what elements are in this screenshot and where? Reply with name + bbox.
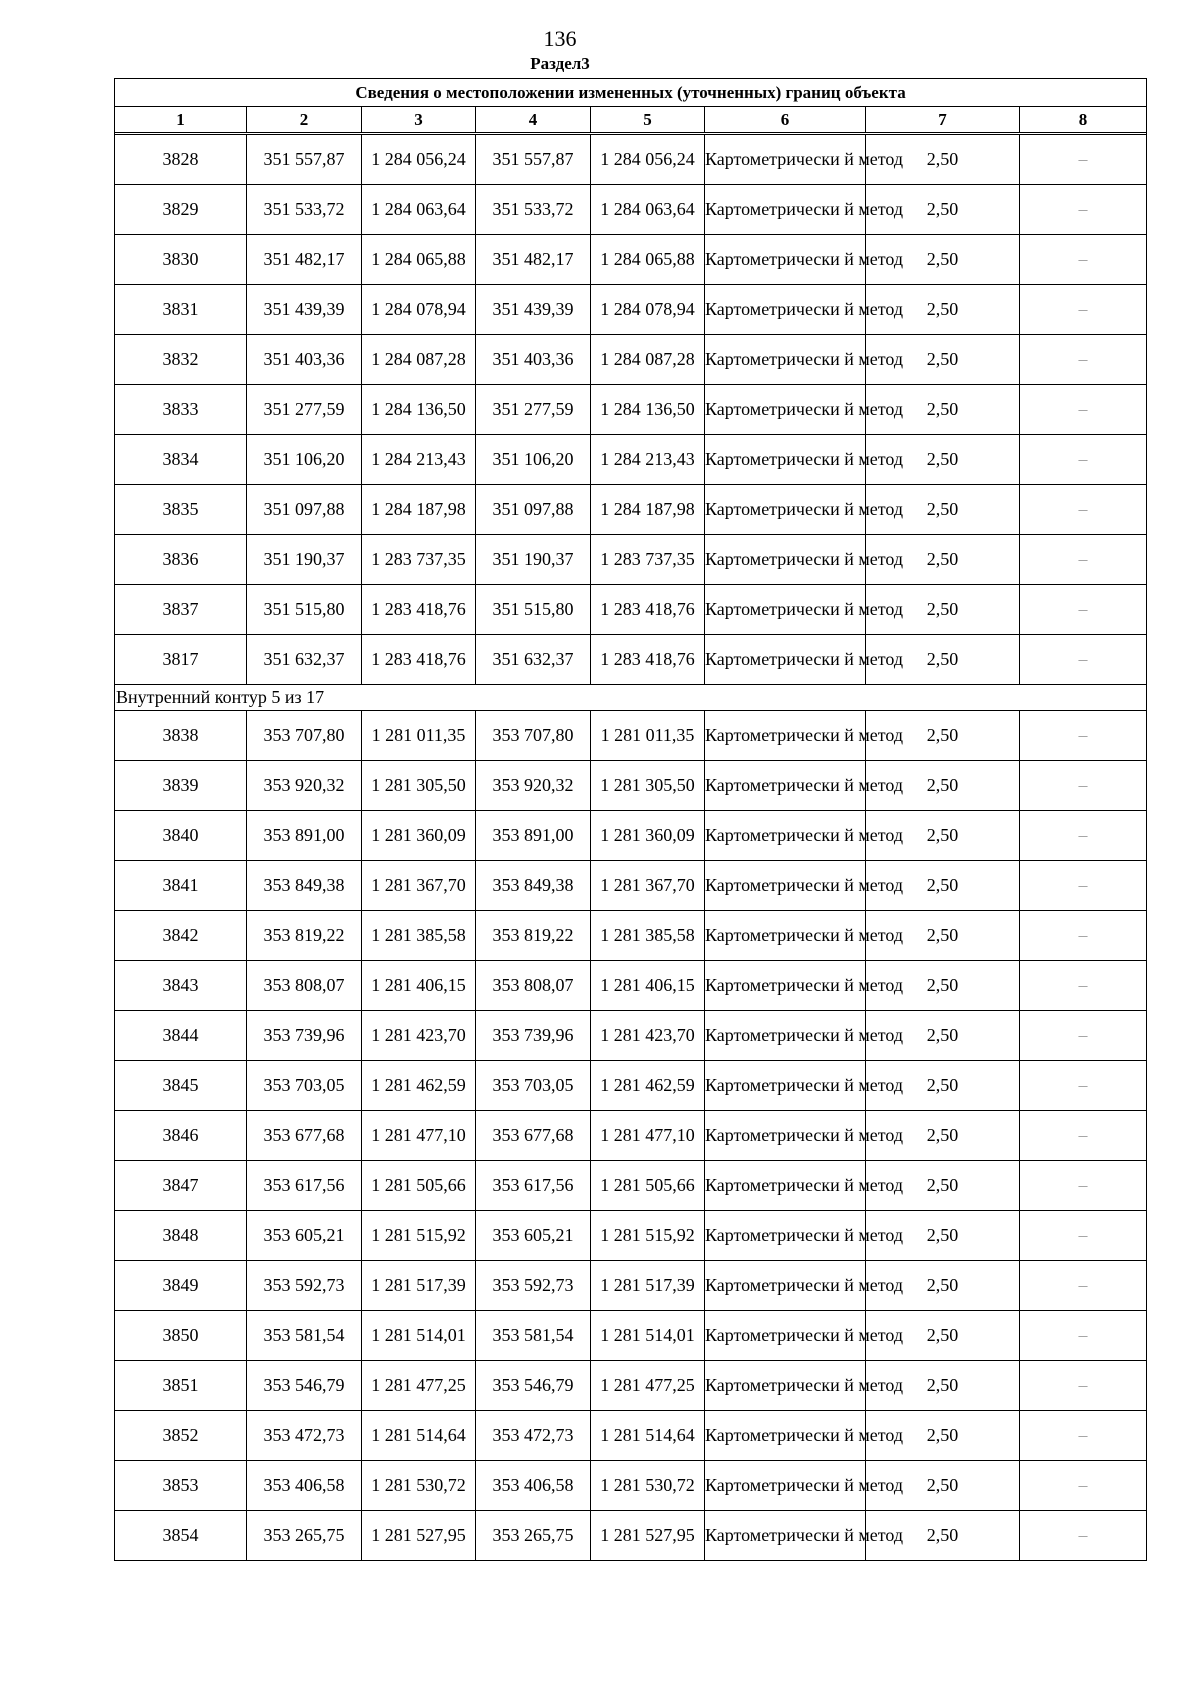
- note-cell: —: [1020, 1011, 1147, 1061]
- point-number: 3838: [115, 711, 247, 761]
- point-number: 3833: [115, 385, 247, 435]
- page-number: 136: [543, 26, 577, 51]
- x-coordinate: 353 703,05: [476, 1061, 591, 1111]
- x-coordinate: 351 557,87: [247, 135, 362, 185]
- y-coordinate: 1 281 527,95: [591, 1511, 705, 1561]
- note-cell: —: [1020, 1411, 1147, 1461]
- accuracy-cell: 2,50: [866, 861, 1020, 911]
- y-coordinate: 1 283 418,76: [591, 585, 705, 635]
- note-cell: —: [1020, 635, 1147, 685]
- note-cell: —: [1020, 485, 1147, 535]
- note-cell: —: [1020, 1311, 1147, 1361]
- x-coordinate: 353 581,54: [247, 1311, 362, 1361]
- method-cell: Картометрически й метод: [705, 911, 866, 961]
- method-cell: Картометрически й метод: [705, 1311, 866, 1361]
- accuracy-cell: 2,50: [866, 961, 1020, 1011]
- y-coordinate: 1 281 505,66: [591, 1161, 705, 1211]
- point-number: 3817: [115, 635, 247, 685]
- method-cell: Картометрически й метод: [705, 761, 866, 811]
- x-coordinate: 353 808,07: [476, 961, 591, 1011]
- y-coordinate: 1 281 011,35: [591, 711, 705, 761]
- method-cell: Картометрически й метод: [705, 1411, 866, 1461]
- point-number: 3845: [115, 1061, 247, 1111]
- table-row: [115, 811, 1147, 861]
- x-coordinate: 353 677,68: [476, 1111, 591, 1161]
- y-coordinate: 1 281 462,59: [591, 1061, 705, 1111]
- point-number: 3832: [115, 335, 247, 385]
- table-row: [115, 1311, 1147, 1361]
- method-cell: Картометрически й метод: [705, 1361, 866, 1411]
- table-row: [115, 485, 1147, 535]
- accuracy-cell: 2,50: [866, 335, 1020, 385]
- point-number: 3828: [115, 135, 247, 185]
- y-coordinate: 1 281 505,66: [362, 1161, 476, 1211]
- point-number: 3849: [115, 1261, 247, 1311]
- method-cell: Картометрически й метод: [705, 1161, 866, 1211]
- y-coordinate: 1 281 477,25: [362, 1361, 476, 1411]
- note-cell: —: [1020, 335, 1147, 385]
- x-coordinate: 353 849,38: [247, 861, 362, 911]
- method-cell: Картометрически й метод: [705, 535, 866, 585]
- method-cell: Картометрически й метод: [705, 1261, 866, 1311]
- accuracy-cell: 2,50: [866, 635, 1020, 685]
- accuracy-cell: 2,50: [866, 911, 1020, 961]
- x-coordinate: 351 515,80: [247, 585, 362, 635]
- table-row: [115, 235, 1147, 285]
- x-coordinate: 353 920,32: [247, 761, 362, 811]
- y-coordinate: 1 284 056,24: [362, 135, 476, 185]
- y-coordinate: 1 281 367,70: [591, 861, 705, 911]
- point-number: 3843: [115, 961, 247, 1011]
- column-number: 7: [866, 107, 1020, 133]
- x-coordinate: 353 617,56: [476, 1161, 591, 1211]
- note-cell: —: [1020, 911, 1147, 961]
- y-coordinate: 1 281 477,10: [591, 1111, 705, 1161]
- y-coordinate: 1 284 078,94: [362, 285, 476, 335]
- point-number: 3851: [115, 1361, 247, 1411]
- accuracy-cell: 2,50: [866, 761, 1020, 811]
- column-number: 6: [705, 107, 866, 133]
- y-coordinate: 1 284 056,24: [591, 135, 705, 185]
- table-row: [115, 1061, 1147, 1111]
- method-cell: Картометрически й метод: [705, 1461, 866, 1511]
- x-coordinate: 351 557,87: [476, 135, 591, 185]
- y-coordinate: 1 281 423,70: [362, 1011, 476, 1061]
- table-row: [115, 1461, 1147, 1511]
- x-coordinate: 351 106,20: [476, 435, 591, 485]
- contour-label: Внутренний контур 5 из 17: [115, 685, 1147, 711]
- x-coordinate: 353 605,21: [476, 1211, 591, 1261]
- column-number: 8: [1020, 107, 1147, 133]
- y-coordinate: 1 281 011,35: [362, 711, 476, 761]
- accuracy-cell: 2,50: [866, 585, 1020, 635]
- table-body-part1: [115, 135, 1147, 685]
- y-coordinate: 1 284 078,94: [591, 285, 705, 335]
- y-coordinate: 1 284 065,88: [591, 235, 705, 285]
- table-row: [115, 1261, 1147, 1311]
- note-cell: —: [1020, 385, 1147, 435]
- y-coordinate: 1 284 187,98: [362, 485, 476, 535]
- y-coordinate: 1 284 063,64: [362, 185, 476, 235]
- x-coordinate: 353 707,80: [247, 711, 362, 761]
- y-coordinate: 1 281 406,15: [362, 961, 476, 1011]
- y-coordinate: 1 281 385,58: [362, 911, 476, 961]
- y-coordinate: 1 283 418,76: [362, 635, 476, 685]
- table-row: [115, 1511, 1147, 1561]
- x-coordinate: 351 632,37: [476, 635, 591, 685]
- note-cell: —: [1020, 761, 1147, 811]
- contour-row: [115, 685, 1147, 711]
- point-number: 3841: [115, 861, 247, 911]
- accuracy-cell: 2,50: [866, 1161, 1020, 1211]
- y-coordinate: 1 283 418,76: [591, 635, 705, 685]
- accuracy-cell: 2,50: [866, 435, 1020, 485]
- y-coordinate: 1 284 063,64: [591, 185, 705, 235]
- accuracy-cell: 2,50: [866, 1511, 1020, 1561]
- y-coordinate: 1 281 305,50: [362, 761, 476, 811]
- method-cell: Картометрически й метод: [705, 485, 866, 535]
- table-caption: Сведения о местоположении измененных (уточненных) границ объекта: [115, 79, 1147, 107]
- accuracy-cell: 2,50: [866, 1061, 1020, 1111]
- point-number: 3850: [115, 1311, 247, 1361]
- note-cell: —: [1020, 1261, 1147, 1311]
- y-coordinate: 1 284 187,98: [591, 485, 705, 535]
- x-coordinate: 353 677,68: [247, 1111, 362, 1161]
- point-number: 3846: [115, 1111, 247, 1161]
- method-cell: Картометрически й метод: [705, 635, 866, 685]
- x-coordinate: 353 406,58: [247, 1461, 362, 1511]
- table-row: [115, 185, 1147, 235]
- method-cell: Картометрически й метод: [705, 585, 866, 635]
- accuracy-cell: 2,50: [866, 811, 1020, 861]
- table-row: [115, 1411, 1147, 1461]
- note-cell: —: [1020, 435, 1147, 485]
- note-cell: —: [1020, 1511, 1147, 1561]
- y-coordinate: 1 281 514,01: [591, 1311, 705, 1361]
- method-cell: Картометрически й метод: [705, 285, 866, 335]
- table-row: [115, 761, 1147, 811]
- x-coordinate: 353 592,73: [476, 1261, 591, 1311]
- table-row: [115, 535, 1147, 585]
- point-number: 3839: [115, 761, 247, 811]
- x-coordinate: 353 819,22: [247, 911, 362, 961]
- note-cell: —: [1020, 1461, 1147, 1511]
- y-coordinate: 1 281 530,72: [591, 1461, 705, 1511]
- x-coordinate: 351 439,39: [247, 285, 362, 335]
- table-row: [115, 711, 1147, 761]
- accuracy-cell: 2,50: [866, 235, 1020, 285]
- x-coordinate: 351 482,17: [247, 235, 362, 285]
- table-row: [115, 135, 1147, 185]
- table-row: [115, 1211, 1147, 1261]
- x-coordinate: 353 891,00: [476, 811, 591, 861]
- y-coordinate: 1 283 737,35: [591, 535, 705, 585]
- table-row: [115, 635, 1147, 685]
- x-coordinate: 351 190,37: [476, 535, 591, 585]
- note-cell: —: [1020, 285, 1147, 335]
- x-coordinate: 351 106,20: [247, 435, 362, 485]
- accuracy-cell: 2,50: [866, 1211, 1020, 1261]
- point-number: 3835: [115, 485, 247, 535]
- y-coordinate: 1 281 530,72: [362, 1461, 476, 1511]
- method-cell: Картометрически й метод: [705, 1061, 866, 1111]
- point-number: 3837: [115, 585, 247, 635]
- x-coordinate: 353 808,07: [247, 961, 362, 1011]
- x-coordinate: 351 403,36: [476, 335, 591, 385]
- y-coordinate: 1 283 418,76: [362, 585, 476, 635]
- note-cell: —: [1020, 535, 1147, 585]
- note-cell: —: [1020, 961, 1147, 1011]
- y-coordinate: 1 281 477,10: [362, 1111, 476, 1161]
- y-coordinate: 1 281 515,92: [591, 1211, 705, 1261]
- note-cell: —: [1020, 585, 1147, 635]
- x-coordinate: 353 265,75: [247, 1511, 362, 1561]
- x-coordinate: 351 632,37: [247, 635, 362, 685]
- accuracy-cell: 2,50: [866, 185, 1020, 235]
- accuracy-cell: 2,50: [866, 1411, 1020, 1461]
- column-number: 3: [362, 107, 476, 133]
- y-coordinate: 1 284 087,28: [362, 335, 476, 385]
- x-coordinate: 351 277,59: [476, 385, 591, 435]
- x-coordinate: 353 920,32: [476, 761, 591, 811]
- method-cell: Картометрически й метод: [705, 135, 866, 185]
- method-cell: Картометрически й метод: [705, 961, 866, 1011]
- note-cell: —: [1020, 1211, 1147, 1261]
- y-coordinate: 1 284 136,50: [591, 385, 705, 435]
- accuracy-cell: 2,50: [866, 285, 1020, 335]
- y-coordinate: 1 284 213,43: [362, 435, 476, 485]
- table-row: [115, 911, 1147, 961]
- column-number: 1: [115, 107, 247, 133]
- x-coordinate: 351 097,88: [247, 485, 362, 535]
- table-row: [115, 1111, 1147, 1161]
- table-row: [115, 335, 1147, 385]
- method-cell: Картометрически й метод: [705, 435, 866, 485]
- x-coordinate: 351 439,39: [476, 285, 591, 335]
- note-cell: —: [1020, 711, 1147, 761]
- y-coordinate: 1 281 515,92: [362, 1211, 476, 1261]
- x-coordinate: 353 546,79: [247, 1361, 362, 1411]
- point-number: 3831: [115, 285, 247, 335]
- y-coordinate: 1 284 065,88: [362, 235, 476, 285]
- accuracy-cell: 2,50: [866, 1461, 1020, 1511]
- x-coordinate: 353 849,38: [476, 861, 591, 911]
- note-cell: —: [1020, 235, 1147, 285]
- table-row: [115, 1361, 1147, 1411]
- x-coordinate: 353 739,96: [247, 1011, 362, 1061]
- table-row: [115, 285, 1147, 335]
- point-number: 3834: [115, 435, 247, 485]
- table-row: [115, 585, 1147, 635]
- x-coordinate: 353 592,73: [247, 1261, 362, 1311]
- column-number: 5: [591, 107, 705, 133]
- method-cell: Картометрически й метод: [705, 235, 866, 285]
- note-cell: —: [1020, 1111, 1147, 1161]
- column-numbers-row: [115, 107, 1147, 133]
- accuracy-cell: 2,50: [866, 385, 1020, 435]
- x-coordinate: 353 406,58: [476, 1461, 591, 1511]
- method-cell: Картометрически й метод: [705, 335, 866, 385]
- accuracy-cell: 2,50: [866, 1311, 1020, 1361]
- note-cell: —: [1020, 185, 1147, 235]
- accuracy-cell: 2,50: [866, 485, 1020, 535]
- accuracy-cell: 2,50: [866, 1261, 1020, 1311]
- method-cell: Картометрически й метод: [705, 185, 866, 235]
- y-coordinate: 1 284 136,50: [362, 385, 476, 435]
- x-coordinate: 351 533,72: [476, 185, 591, 235]
- y-coordinate: 1 281 406,15: [591, 961, 705, 1011]
- y-coordinate: 1 281 360,09: [591, 811, 705, 861]
- note-cell: —: [1020, 811, 1147, 861]
- table-row: [115, 861, 1147, 911]
- y-coordinate: 1 284 213,43: [591, 435, 705, 485]
- accuracy-cell: 2,50: [866, 711, 1020, 761]
- method-cell: Картометрически й метод: [705, 1511, 866, 1561]
- table-row: [115, 1161, 1147, 1211]
- accuracy-cell: 2,50: [866, 1111, 1020, 1161]
- x-coordinate: 353 605,21: [247, 1211, 362, 1261]
- table-row: [115, 1011, 1147, 1061]
- point-number: 3848: [115, 1211, 247, 1261]
- y-coordinate: 1 281 462,59: [362, 1061, 476, 1111]
- point-number: 3854: [115, 1511, 247, 1561]
- note-cell: —: [1020, 1161, 1147, 1211]
- table-row: [115, 961, 1147, 1011]
- section-title: Раздел3: [530, 54, 590, 73]
- table-row: [115, 435, 1147, 485]
- note-cell: —: [1020, 1361, 1147, 1411]
- table-row: [115, 385, 1147, 435]
- method-cell: Картометрически й метод: [705, 1111, 866, 1161]
- method-cell: Картометрически й метод: [705, 1011, 866, 1061]
- method-cell: Картометрически й метод: [705, 811, 866, 861]
- point-number: 3853: [115, 1461, 247, 1511]
- y-coordinate: 1 281 514,01: [362, 1311, 476, 1361]
- table-body-part2: [115, 711, 1147, 1561]
- y-coordinate: 1 281 514,64: [362, 1411, 476, 1461]
- y-coordinate: 1 281 514,64: [591, 1411, 705, 1461]
- x-coordinate: 353 472,73: [476, 1411, 591, 1461]
- x-coordinate: 353 472,73: [247, 1411, 362, 1461]
- boundary-coordinates-table: [114, 78, 1147, 1561]
- note-cell: —: [1020, 1061, 1147, 1111]
- point-number: 3836: [115, 535, 247, 585]
- x-coordinate: 351 482,17: [476, 235, 591, 285]
- point-number: 3830: [115, 235, 247, 285]
- accuracy-cell: 2,50: [866, 535, 1020, 585]
- point-number: 3844: [115, 1011, 247, 1061]
- x-coordinate: 353 546,79: [476, 1361, 591, 1411]
- x-coordinate: 353 581,54: [476, 1311, 591, 1361]
- accuracy-cell: 2,50: [866, 1011, 1020, 1061]
- method-cell: Картометрически й метод: [705, 711, 866, 761]
- y-coordinate: 1 281 527,95: [362, 1511, 476, 1561]
- x-coordinate: 351 097,88: [476, 485, 591, 535]
- point-number: 3852: [115, 1411, 247, 1461]
- x-coordinate: 353 265,75: [476, 1511, 591, 1561]
- y-coordinate: 1 281 477,25: [591, 1361, 705, 1411]
- note-cell: —: [1020, 861, 1147, 911]
- y-coordinate: 1 281 385,58: [591, 911, 705, 961]
- y-coordinate: 1 281 360,09: [362, 811, 476, 861]
- method-cell: Картометрически й метод: [705, 861, 866, 911]
- x-coordinate: 351 533,72: [247, 185, 362, 235]
- x-coordinate: 353 739,96: [476, 1011, 591, 1061]
- y-coordinate: 1 281 367,70: [362, 861, 476, 911]
- point-number: 3842: [115, 911, 247, 961]
- point-number: 3847: [115, 1161, 247, 1211]
- y-coordinate: 1 281 423,70: [591, 1011, 705, 1061]
- y-coordinate: 1 281 305,50: [591, 761, 705, 811]
- accuracy-cell: 2,50: [866, 1361, 1020, 1411]
- method-cell: Картометрически й метод: [705, 385, 866, 435]
- x-coordinate: 351 403,36: [247, 335, 362, 385]
- point-number: 3829: [115, 185, 247, 235]
- x-coordinate: 351 277,59: [247, 385, 362, 435]
- note-cell: —: [1020, 135, 1147, 185]
- y-coordinate: 1 281 517,39: [362, 1261, 476, 1311]
- column-number: 4: [476, 107, 591, 133]
- x-coordinate: 353 707,80: [476, 711, 591, 761]
- x-coordinate: 353 617,56: [247, 1161, 362, 1211]
- x-coordinate: 351 190,37: [247, 535, 362, 585]
- x-coordinate: 351 515,80: [476, 585, 591, 635]
- x-coordinate: 353 819,22: [476, 911, 591, 961]
- x-coordinate: 353 891,00: [247, 811, 362, 861]
- y-coordinate: 1 283 737,35: [362, 535, 476, 585]
- y-coordinate: 1 284 087,28: [591, 335, 705, 385]
- y-coordinate: 1 281 517,39: [591, 1261, 705, 1311]
- accuracy-cell: 2,50: [866, 135, 1020, 185]
- method-cell: Картометрически й метод: [705, 1211, 866, 1261]
- point-number: 3840: [115, 811, 247, 861]
- x-coordinate: 353 703,05: [247, 1061, 362, 1111]
- column-number: 2: [247, 107, 362, 133]
